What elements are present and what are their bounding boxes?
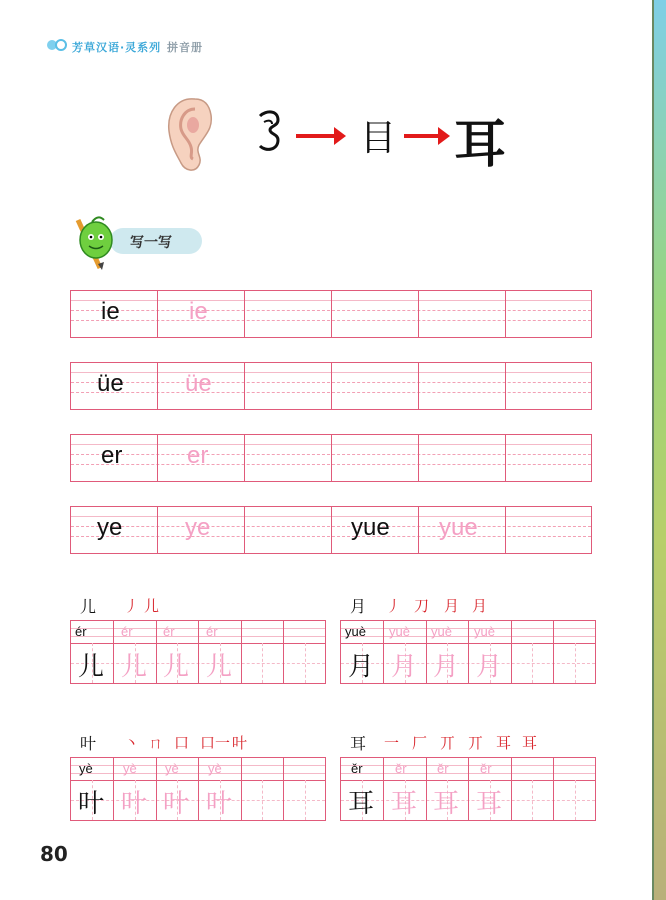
- trace-pinyin: yuè: [431, 624, 452, 639]
- trace-pinyin: yè: [165, 761, 179, 776]
- ear-illustration: [165, 95, 215, 173]
- char-practice-grid: [340, 757, 596, 821]
- trace-char: 月: [476, 652, 503, 682]
- modern-glyph: 耳: [454, 114, 507, 175]
- pinyin-example: er: [101, 442, 123, 469]
- char-header: 儿: [80, 597, 97, 616]
- trace-char: 儿: [163, 652, 190, 682]
- book-title: 拼音册: [167, 41, 203, 54]
- stroke-order-step: 口一: [200, 734, 231, 752]
- trace-pinyin: ěr: [437, 761, 449, 776]
- char-model: 月: [348, 652, 375, 682]
- series-title: 芳草汉语·灵系列: [72, 41, 162, 54]
- stroke-order-step: 丿: [124, 597, 140, 615]
- stroke-order-step: 月: [444, 597, 460, 615]
- char-header: 叶: [80, 734, 97, 753]
- char-model: 叶: [78, 789, 105, 819]
- char-header: 月: [350, 597, 367, 616]
- char-pinyin: ér: [75, 624, 87, 639]
- char-pinyin: ěr: [351, 761, 363, 776]
- pinyin-trace: ye: [185, 514, 211, 541]
- stroke-order-step: 丌: [440, 734, 456, 752]
- pinyin-trace: üe: [185, 370, 212, 397]
- trace-char: 叶: [121, 789, 148, 819]
- stroke-order-step: 丿: [386, 597, 402, 615]
- char-practice-grid: [70, 757, 326, 821]
- stroke-order-step: 儿: [144, 597, 160, 615]
- pinyin-row-er: [70, 434, 592, 482]
- pinyin-row-ue: [70, 362, 592, 410]
- evolution-arrow-2: [404, 134, 440, 138]
- evolution-arrow-1: [296, 134, 336, 138]
- stroke-order-step: 耳: [496, 734, 512, 752]
- trace-pinyin: ér: [206, 624, 218, 639]
- stroke-order-step: 口: [174, 734, 190, 752]
- trace-pinyin: ěr: [480, 761, 492, 776]
- stroke-order-step: 耳: [522, 734, 538, 752]
- trace-char: 儿: [121, 652, 148, 682]
- ancient-ear-glyph-icon: [256, 108, 284, 154]
- middle-glyph: 目: [360, 118, 397, 159]
- trace-char: 耳: [433, 789, 460, 819]
- trace-pinyin: yuè: [389, 624, 410, 639]
- trace-char: 叶: [163, 789, 190, 819]
- trace-pinyin: yè: [123, 761, 137, 776]
- trace-pinyin: yè: [208, 761, 222, 776]
- stroke-order-step: 月: [472, 597, 488, 615]
- pinyin-row-ie: [70, 290, 592, 338]
- trace-char: 耳: [476, 789, 503, 819]
- stroke-order-step: 厂: [412, 734, 428, 752]
- char-header: 耳: [350, 734, 367, 753]
- stroke-order-step: ㄇ: [148, 734, 164, 752]
- trace-char: 叶: [206, 789, 233, 819]
- write-badge-label: 写一写: [130, 235, 172, 251]
- trace-pinyin: yuè: [474, 624, 495, 639]
- pinyin-trace: yue: [439, 514, 478, 541]
- pinyin-example: ie: [101, 298, 120, 325]
- page-edge-decoration: [654, 0, 666, 900]
- stroke-order-step: 丶: [124, 734, 140, 752]
- pinyin-row-ye-yue: [70, 506, 592, 554]
- char-practice-grid: [70, 620, 326, 684]
- stroke-order-step: 叶: [232, 734, 248, 752]
- char-model: 儿: [78, 652, 105, 682]
- char-pinyin: yuè: [345, 624, 366, 639]
- char-pinyin: yè: [79, 761, 93, 776]
- trace-char: 耳: [391, 789, 418, 819]
- char-practice-grid: [340, 620, 596, 684]
- trace-pinyin: ér: [121, 624, 133, 639]
- pinyin-trace: er: [187, 442, 209, 469]
- series-logo-icon: [46, 38, 68, 52]
- stroke-order-step: 一: [384, 734, 400, 752]
- stroke-order-step: 刀: [414, 597, 430, 615]
- trace-pinyin: ěr: [395, 761, 407, 776]
- stroke-order-step: 丌: [468, 734, 484, 752]
- pinyin-example: üe: [97, 370, 124, 397]
- page-number: 80: [40, 842, 68, 866]
- pinyin-trace: ie: [189, 298, 208, 325]
- pinyin-example: ye: [97, 514, 123, 541]
- trace-char: 月: [433, 652, 460, 682]
- trace-char: 儿: [206, 652, 233, 682]
- pinyin-example: yue: [351, 514, 390, 541]
- trace-char: 月: [391, 652, 418, 682]
- char-model: 耳: [348, 789, 375, 819]
- pencil-mascot-icon: [70, 210, 118, 272]
- trace-pinyin: ér: [163, 624, 175, 639]
